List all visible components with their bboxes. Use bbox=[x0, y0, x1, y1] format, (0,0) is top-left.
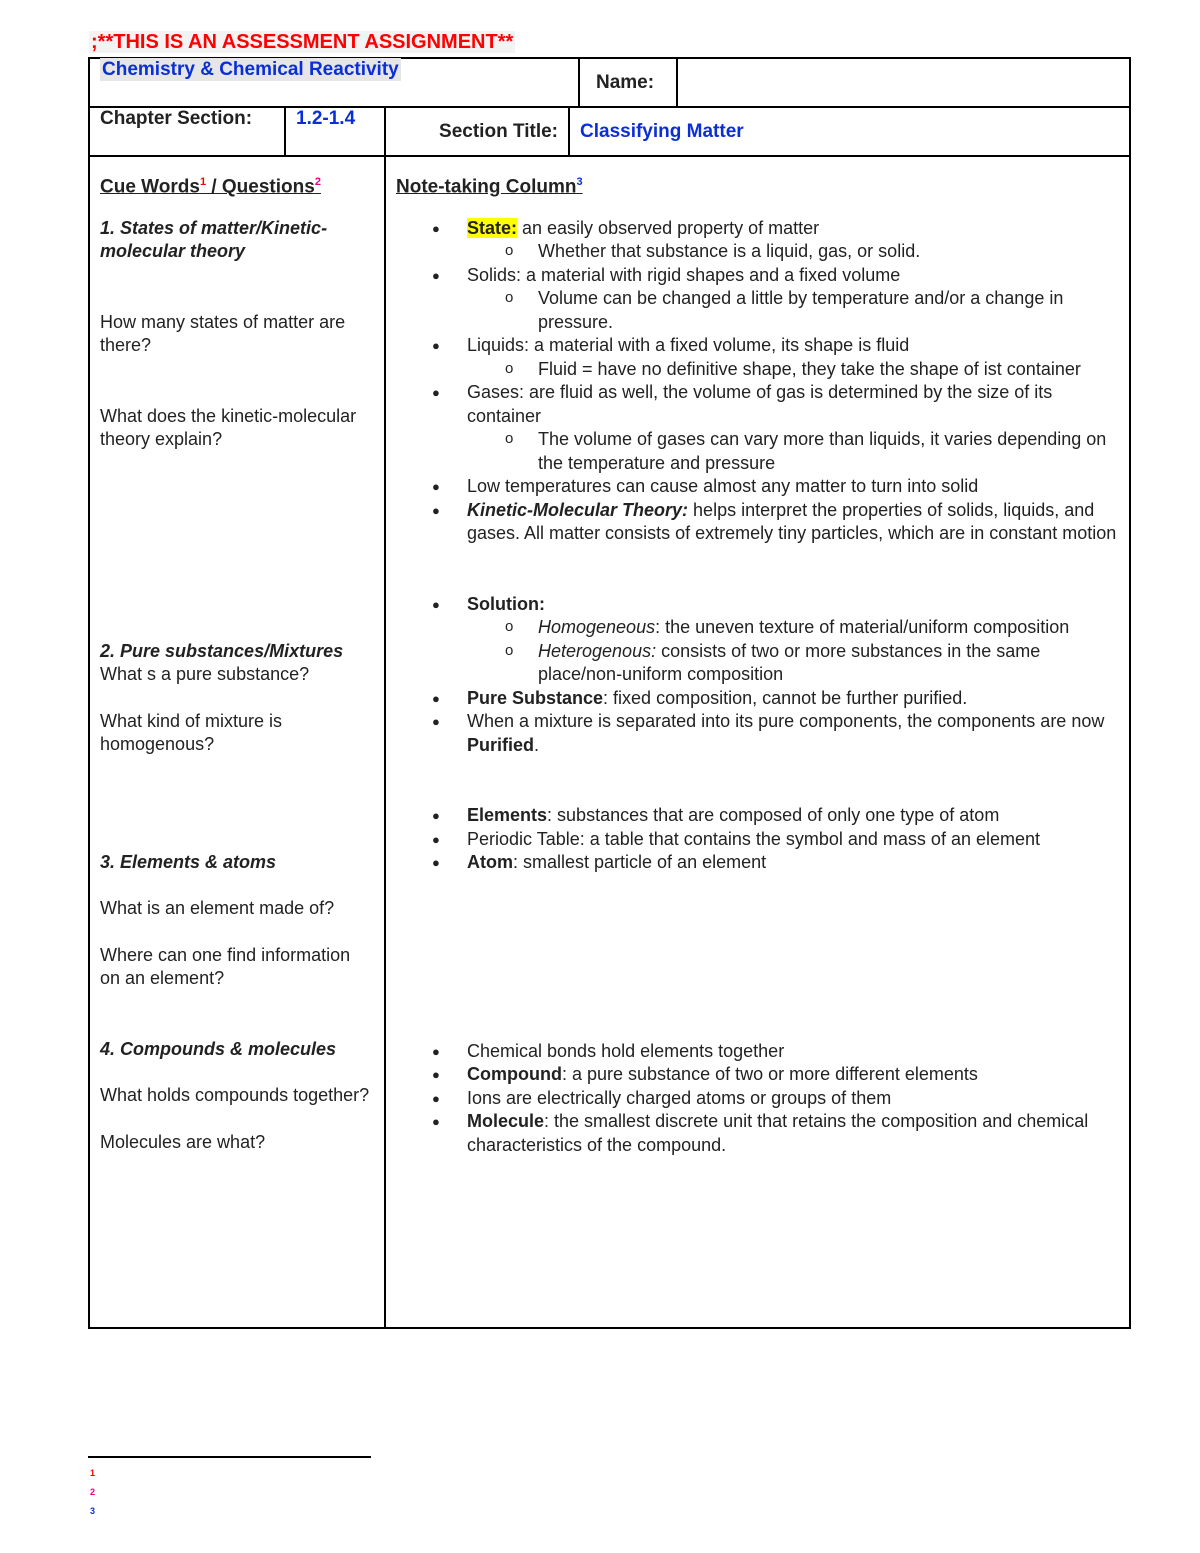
list-item: o Whether that substance is a liquid, gas, or solid. bbox=[467, 240, 1119, 264]
cue-column bbox=[89, 156, 385, 1328]
footnote-3: 3 bbox=[90, 1506, 96, 1516]
course-title: Chemistry & Chemical Reactivity bbox=[102, 59, 399, 80]
section-cell bbox=[385, 107, 1130, 156]
notes-section-4 bbox=[396, 1040, 1119, 1158]
cue-topic-3: 3. Elements & atoms bbox=[100, 851, 277, 872]
list-item: ● Compound: a pure substance of two or more different elements bbox=[396, 1063, 1119, 1087]
cue-question: How many states of matter are there? bbox=[100, 311, 346, 356]
list-item: ● Kinetic-Molecular Theory: helps interpret the properties of solids, liquids, and gases. All matter consists of extremely tiny particles, which are in constant motion bbox=[396, 499, 1119, 546]
list-item: ● Gases: are fluid as well, the volume of gas is determined by the size of its container o The volume of gases can vary more than liquids, it varies depending on the temperature and pressure bbox=[396, 381, 1119, 475]
list-item: o Fluid = have no definitive shape, they take the shape of ist container bbox=[467, 358, 1119, 382]
chapter-value: 1.2-1.4 bbox=[285, 107, 385, 156]
name-cell bbox=[579, 58, 1130, 107]
cue-question: Where can one find information on an element? bbox=[100, 944, 351, 989]
header-row-2 bbox=[89, 107, 1130, 156]
course-cell bbox=[89, 58, 579, 107]
list-item: ● Chemical bonds hold elements together bbox=[396, 1040, 1119, 1064]
list-item: ● Atom: smallest particle of an element bbox=[396, 851, 1119, 875]
cue-heading: Cue Words$^1$ / Questions$^2$ bbox=[100, 176, 321, 198]
notes-heading: Note-taking Column$^3$ bbox=[396, 176, 583, 198]
list-item: ● Pure Substance: fixed composition, cannot be further purified. bbox=[396, 687, 1119, 711]
footnote-divider bbox=[88, 1456, 371, 1458]
section-label: Section Title: bbox=[386, 108, 570, 155]
assessment-banner: ;**THIS IS AN ASSESSMENT ASSIGNMENT** bbox=[91, 31, 514, 53]
list-item: ● Solids: a material with rigid shapes and a fixed volume o Volume can be changed a little by temperature and/or a change in pressure. bbox=[396, 264, 1119, 335]
notes-column bbox=[385, 156, 1130, 1328]
list-item: o Volume can be changed a little by temperature and/or a change in pressure. bbox=[467, 287, 1119, 334]
notes-section-3 bbox=[396, 804, 1119, 875]
notes-section-2 bbox=[396, 593, 1119, 758]
cue-question: What is an element made of? bbox=[100, 898, 335, 919]
list-item: o The volume of gases can vary more than liquids, it varies depending on the temperature and pressure bbox=[467, 428, 1119, 475]
list-item: ● Solution: o Homogeneous: the uneven texture of material/uniform composition o Heterogenous: consists of two or more substances in the same place/non-uniform composition bbox=[396, 593, 1119, 687]
name-label: Name: bbox=[580, 59, 678, 106]
list-item: ● Periodic Table: a table that contains the symbol and mass of an element bbox=[396, 828, 1119, 852]
notes-body-row bbox=[89, 156, 1130, 1328]
cue-topic-4: 4. Compounds & molecules bbox=[100, 1038, 337, 1059]
notes-section-1 bbox=[396, 217, 1119, 546]
list-item: o Homogeneous: the uneven texture of material/uniform composition bbox=[467, 616, 1119, 640]
header-row-1 bbox=[89, 58, 1130, 107]
cue-question: What s a pure substance? bbox=[100, 664, 310, 685]
list-item: ● Elements: substances that are composed of only one type of atom bbox=[396, 804, 1119, 828]
list-item: ● Ions are electrically charged atoms or groups of them bbox=[396, 1087, 1119, 1111]
footnote-1: 1 bbox=[90, 1468, 96, 1478]
chapter-label: Chapter Section: bbox=[89, 107, 285, 156]
cue-question: What kind of mixture is homogenous? bbox=[100, 710, 283, 755]
section-title: Classifying Matter bbox=[580, 120, 744, 142]
cue-topic-1: 1. States of matter/Kinetic-molecular theory bbox=[100, 217, 328, 262]
cue-question: What does the kinetic-molecular theory explain? bbox=[100, 405, 357, 450]
cue-topic-2: 2. Pure substances/Mixtures bbox=[100, 640, 344, 661]
list-item: ● Molecule: the smallest discrete unit that retains the composition and chemical characteristics of the compound. bbox=[396, 1110, 1119, 1157]
cue-question: Molecules are what? bbox=[100, 1131, 266, 1152]
list-item: ● Liquids: a material with a fixed volume, its shape is fluid o Fluid = have no definitive shape, they take the shape of ist container bbox=[396, 334, 1119, 381]
list-item: ● State: an easily observed property of matter o Whether that substance is a liquid, gas, or solid. bbox=[396, 217, 1119, 264]
cornell-notes-table bbox=[88, 57, 1131, 1329]
list-item: ● Low temperatures can cause almost any matter to turn into solid bbox=[396, 475, 1119, 499]
cue-question: What holds compounds together? bbox=[100, 1085, 370, 1106]
list-item: o Heterogenous: consists of two or more substances in the same place/non-uniform composition bbox=[467, 640, 1119, 687]
list-item: ● When a mixture is separated into its pure components, the components are now Purified. bbox=[396, 710, 1119, 757]
footnote-2: 2 bbox=[90, 1487, 96, 1497]
name-field[interactable] bbox=[678, 59, 1129, 106]
